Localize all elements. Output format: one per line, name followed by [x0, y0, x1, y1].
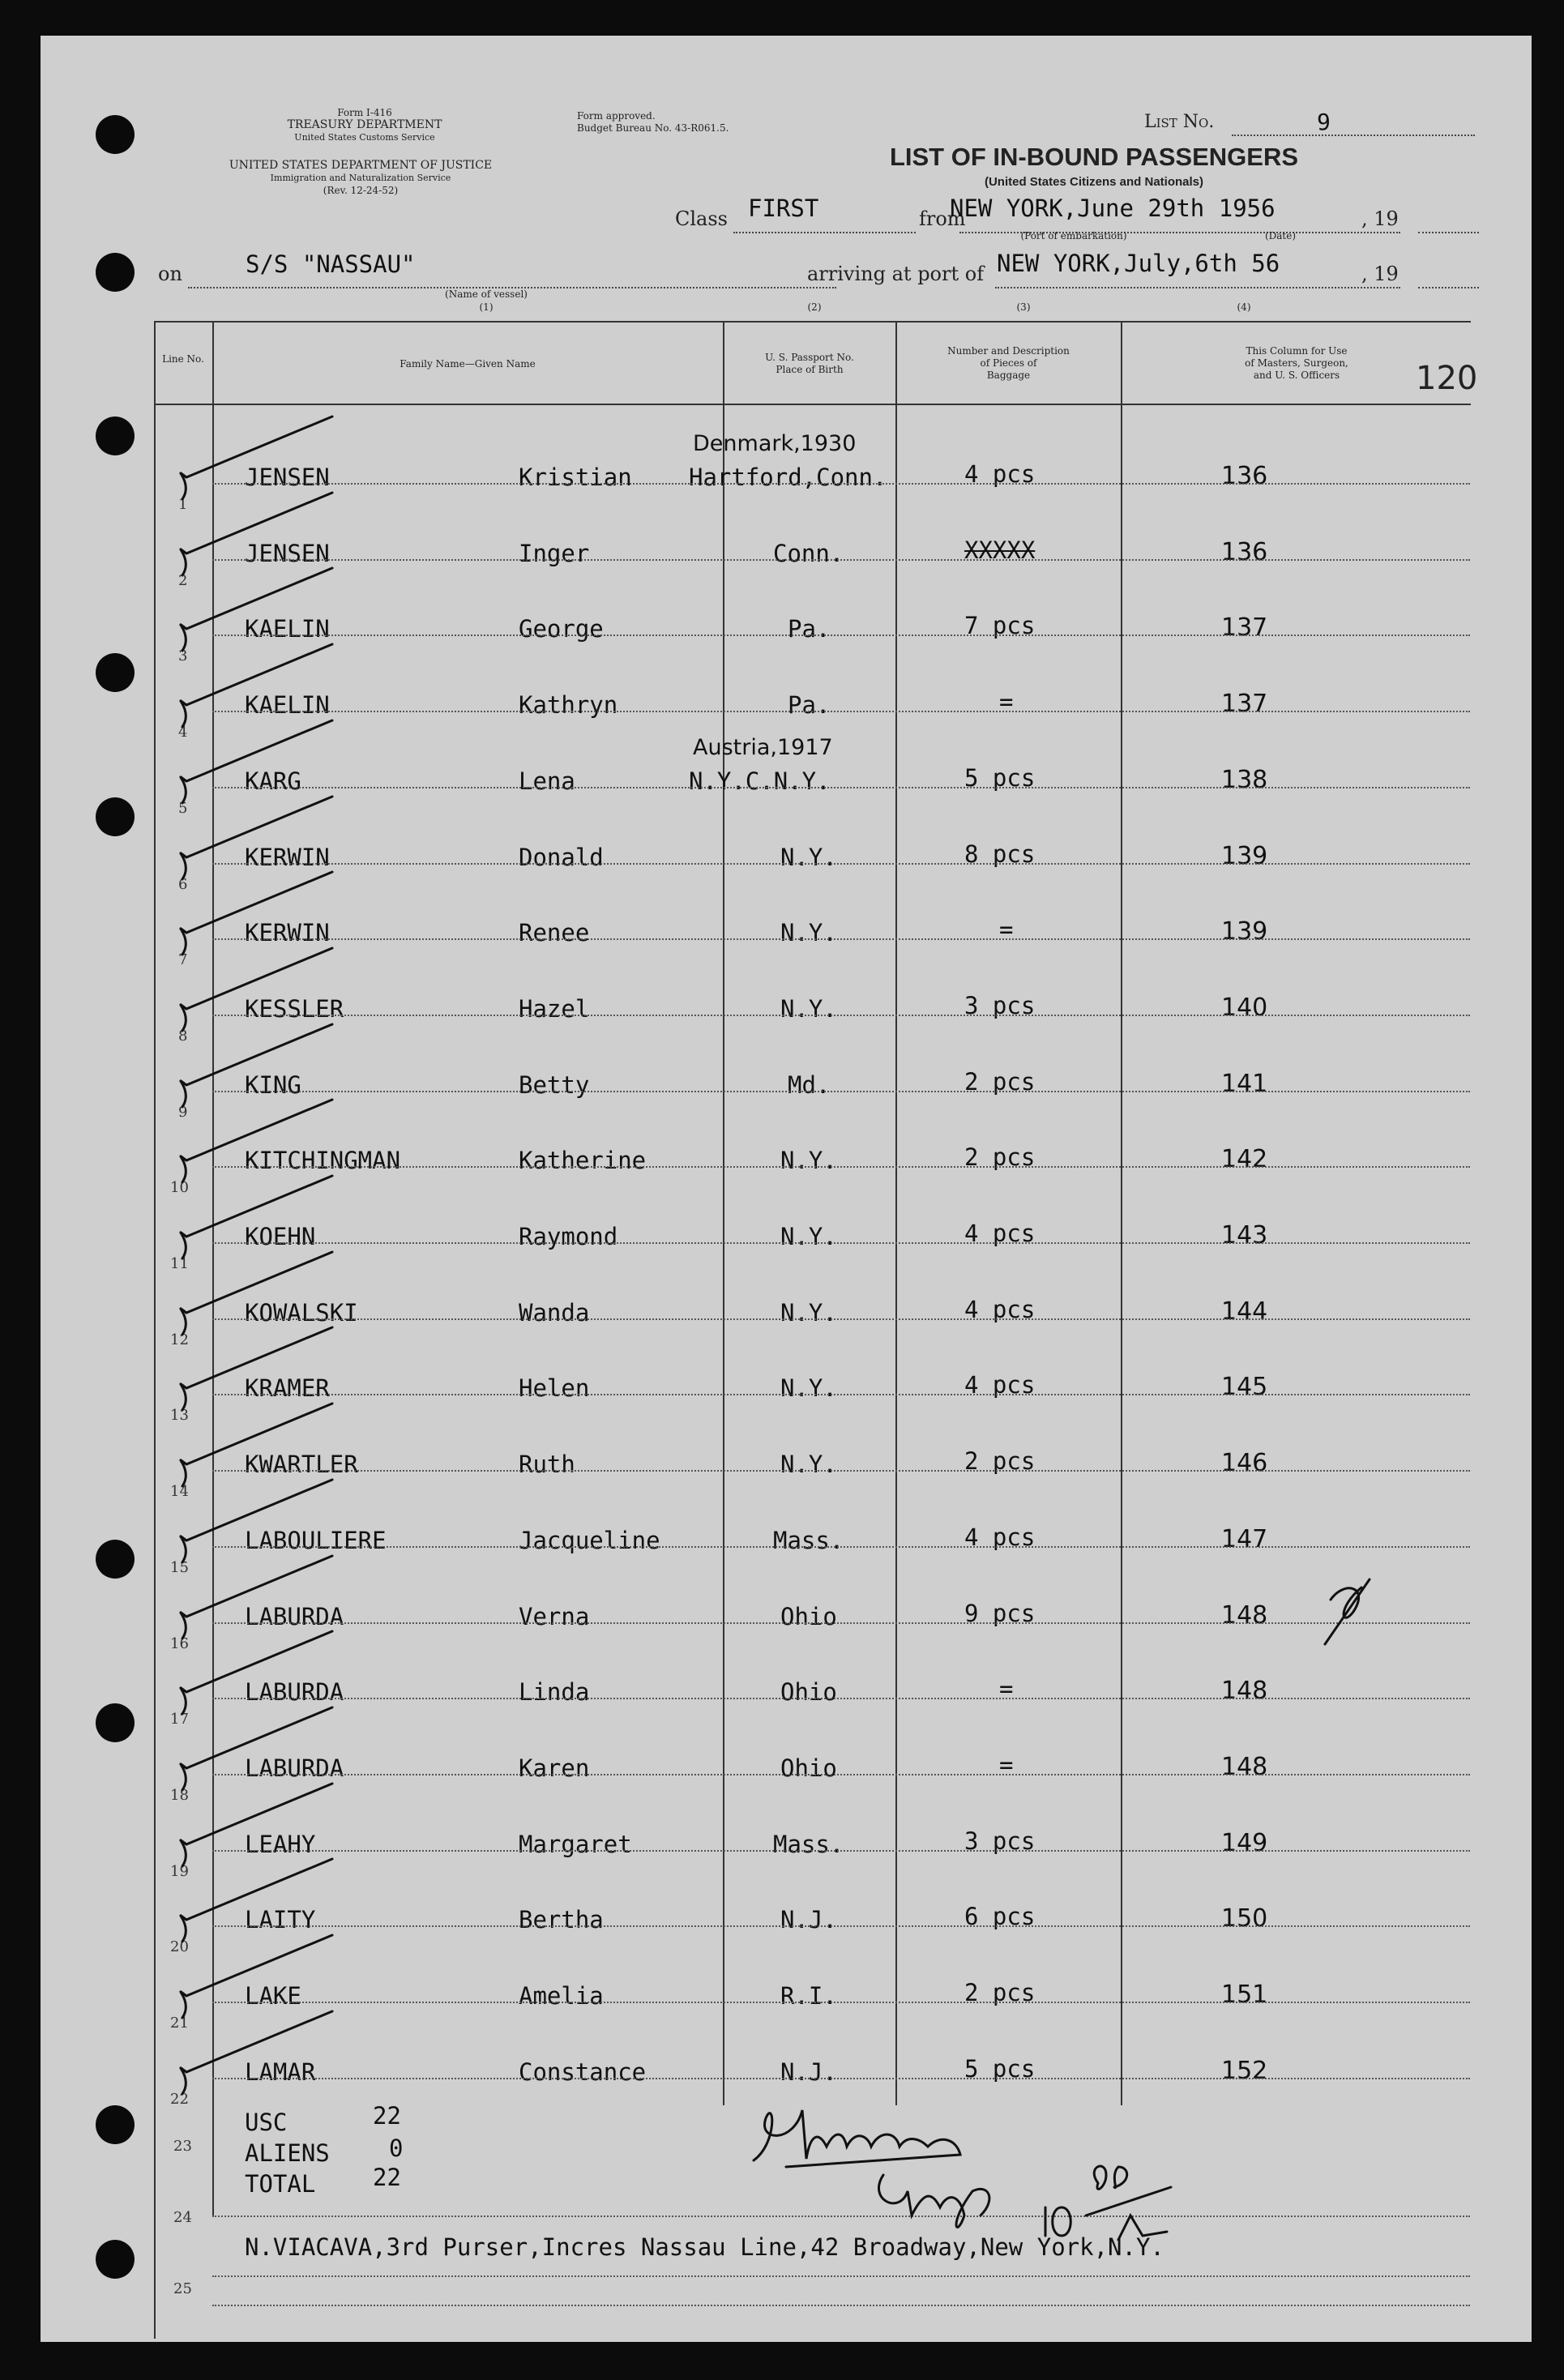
year-suffix: , 19 — [1361, 207, 1399, 230]
baggage: 9 pcs — [964, 1600, 1036, 1627]
baggage: 8 pcs — [964, 840, 1036, 868]
check-mark — [181, 417, 332, 499]
budget-bureau: Budget Bureau No. 43-R061.5. — [577, 122, 729, 134]
form-approved: Form approved. — [577, 110, 656, 122]
family-name: LABURDA — [245, 1603, 344, 1630]
place-of-birth: N.Y. — [780, 995, 837, 1023]
check-mark — [181, 644, 332, 727]
given-name: Ruth — [519, 1451, 575, 1478]
given-name: Constance — [519, 2058, 647, 2086]
family-name: KAELIN — [245, 691, 330, 719]
officer-number: 136 — [1221, 538, 1268, 566]
officer-number: 137 — [1221, 613, 1268, 642]
usc-count: 22 — [373, 2102, 401, 2130]
baggage: = — [999, 1751, 1014, 1779]
given-name: Lena — [519, 767, 575, 795]
page-number: 120 — [1416, 360, 1478, 397]
line-number: 15 — [170, 1559, 189, 1576]
line-number: 2 — [178, 572, 188, 589]
family-name: KITCHINGMAN — [245, 1147, 401, 1174]
family-name: KRAMER — [245, 1374, 330, 1402]
given-name: Kristian — [519, 464, 632, 491]
line-number: 4 — [178, 724, 188, 741]
officer-number: 138 — [1221, 766, 1268, 794]
col-header-officers: This Column for Use of Masters, Surgeon, and U. S. Officers — [1245, 345, 1348, 381]
baggage: 5 pcs — [964, 2055, 1036, 2083]
line-number: 19 — [170, 1863, 189, 1880]
officer-number: 141 — [1221, 1070, 1268, 1098]
baggage: 4 pcs — [964, 1371, 1036, 1399]
baggage: 3 pcs — [964, 992, 1036, 1019]
line-number: 3 — [178, 647, 188, 664]
aliens-label: ALIENS — [245, 2139, 330, 2167]
place-of-birth: Hartford,Conn. — [689, 464, 887, 491]
manifest-subtitle: (United States Citizens and Nationals) — [984, 175, 1204, 189]
given-name: Amelia — [519, 1982, 604, 2010]
handwritten-marks — [41, 36, 1532, 2342]
place-of-birth: Ohio — [780, 1754, 837, 1782]
place-of-birth: Pa. — [788, 615, 831, 643]
place-of-birth: Ohio — [780, 1678, 837, 1706]
baggage: 2 pcs — [964, 1979, 1036, 2006]
col-header-line-no: Line No. — [162, 353, 204, 365]
line-number: 14 — [170, 1483, 189, 1500]
family-name: KOWALSKI — [245, 1299, 358, 1327]
purser-line: N.VIACAVA,3rd Purser,Incres Nassau Line,42 Broadway,New York,N.Y. — [245, 2233, 1164, 2261]
check-mark — [181, 1252, 332, 1335]
place-of-birth: N.Y. — [780, 1223, 837, 1250]
line-number: 17 — [170, 1711, 189, 1728]
class-value: FIRST — [748, 194, 819, 222]
baggage: 4 pcs — [964, 1296, 1036, 1323]
given-name: Margaret — [519, 1831, 632, 1858]
class-label: Class — [675, 207, 728, 230]
place-of-birth: Pa. — [788, 691, 831, 719]
line-number: 6 — [178, 876, 188, 893]
arriving-value: NEW YORK,July,6th 56 — [997, 250, 1280, 277]
place-of-birth: R.I. — [780, 1982, 837, 2010]
place-of-birth: N.J. — [780, 1906, 837, 1933]
col4-marker: (4) — [1237, 301, 1251, 313]
baggage: 4 pcs — [964, 1523, 1036, 1551]
baggage: 3 pcs — [964, 1827, 1036, 1855]
given-name: Karen — [519, 1754, 590, 1782]
given-name: Hazel — [519, 995, 590, 1023]
manifest-title: LIST OF IN-BOUND PASSENGERS — [889, 143, 1299, 171]
officer-number: 136 — [1221, 462, 1268, 490]
officer-number: 150 — [1221, 1904, 1268, 1933]
check-mark — [181, 1100, 332, 1182]
check-mark — [181, 568, 332, 651]
on-label: on — [158, 263, 182, 285]
check-mark — [181, 1784, 332, 1866]
usc-label: USC — [245, 2109, 288, 2136]
family-name: KING — [245, 1071, 301, 1099]
place-of-birth: N.Y. — [780, 1374, 837, 1402]
officer-number: 148 — [1221, 1677, 1268, 1705]
line-number: 22 — [170, 2091, 189, 2108]
check-mark — [181, 948, 332, 1031]
line-number: 21 — [170, 2015, 189, 2032]
place-of-birth: N.Y. — [780, 1147, 837, 1174]
baggage: 6 pcs — [964, 1903, 1036, 1930]
date-caption: (Date) — [1264, 230, 1297, 241]
x-mark — [1325, 1579, 1370, 1644]
family-name: LEAHY — [245, 1831, 316, 1858]
family-name: LABURDA — [245, 1678, 344, 1706]
baggage: = — [999, 1675, 1014, 1703]
check-mark — [181, 1176, 332, 1258]
line-number: 23 — [173, 2138, 192, 2155]
place-of-birth: Conn. — [773, 540, 844, 567]
family-name: JENSEN — [245, 464, 330, 491]
family-name: KERWIN — [245, 844, 330, 871]
from-value: NEW YORK,June 29th 1956 — [950, 194, 1276, 222]
check-mark — [181, 872, 332, 955]
family-name: KERWIN — [245, 919, 330, 946]
place-of-birth: N.Y. — [780, 1299, 837, 1327]
given-name: Inger — [519, 540, 590, 567]
given-name: Jacqueline — [519, 1527, 660, 1554]
line-number: 12 — [170, 1331, 189, 1348]
family-name: LABOULIERE — [245, 1527, 387, 1554]
family-name: LABURDA — [245, 1754, 344, 1782]
line-number: 25 — [173, 2280, 192, 2297]
place-of-birth: N.Y.C.N.Y. — [689, 767, 831, 795]
check-mark — [181, 1480, 332, 1562]
check-mark — [181, 1024, 332, 1107]
from-label: from — [919, 207, 966, 230]
line-number: 9 — [178, 1104, 188, 1121]
form-number: Form I-416 — [337, 107, 392, 118]
check-mark — [181, 720, 332, 803]
line-number: 13 — [170, 1407, 189, 1424]
line-number: 18 — [170, 1787, 189, 1804]
family-name: KWARTLER — [245, 1451, 358, 1478]
baggage: 2 pcs — [964, 1447, 1036, 1475]
officer-number: 149 — [1221, 1829, 1268, 1857]
line-number: 16 — [170, 1635, 189, 1652]
officer-number: 148 — [1221, 1601, 1268, 1630]
baggage: 4 pcs — [964, 1220, 1036, 1247]
col-header-passport: U. S. Passport No. Place of Birth — [765, 352, 854, 375]
place-of-birth: Mass. — [773, 1831, 844, 1858]
given-name: Kathryn — [519, 691, 618, 719]
check-mark — [181, 1935, 332, 2018]
place-of-birth: Mass. — [773, 1527, 844, 1554]
check-mark — [181, 1707, 332, 1790]
family-name: LAKE — [245, 1982, 301, 2010]
family-name: KARG — [245, 767, 301, 795]
family-name: LAITY — [245, 1906, 316, 1933]
check-mark — [181, 2011, 332, 2094]
family-name: KESSLER — [245, 995, 344, 1023]
check-mark — [181, 1556, 332, 1639]
initials — [878, 2175, 989, 2227]
place-of-birth: Ohio — [780, 1603, 837, 1630]
treasury-label: TREASURY DEPARTMENT — [287, 118, 442, 131]
family-name: LAMAR — [245, 2058, 316, 2086]
baggage: = — [999, 916, 1014, 943]
col-header-name: Family Name—Given Name — [400, 358, 536, 370]
birth-country-year: Austria,1917 — [693, 735, 833, 760]
given-name: Helen — [519, 1374, 590, 1402]
officer-number: 139 — [1221, 842, 1268, 870]
line-number: 1 — [178, 496, 188, 513]
officer-number: 148 — [1221, 1753, 1268, 1781]
given-name: Verna — [519, 1603, 590, 1630]
birth-country-year: Denmark,1930 — [693, 431, 857, 456]
line-number: 10 — [170, 1179, 189, 1196]
baggage: 4 pcs — [964, 460, 1036, 488]
baggage: = — [999, 688, 1014, 716]
officer-number: 145 — [1221, 1373, 1268, 1401]
place-of-birth: N.Y. — [780, 919, 837, 946]
check-mark — [181, 1404, 332, 1486]
place-of-birth: N.Y. — [780, 844, 837, 871]
given-name: Linda — [519, 1678, 590, 1706]
justice-label: UNITED STATES DEPARTMENT OF JUSTICE — [229, 159, 493, 172]
officer-number: 151 — [1221, 1980, 1268, 2009]
col3-marker: (3) — [1016, 301, 1031, 313]
family-name: KAELIN — [245, 615, 330, 643]
place-of-birth: N.Y. — [780, 1451, 837, 1478]
officer-number: 142 — [1221, 1145, 1268, 1173]
baggage: 2 pcs — [964, 1143, 1036, 1171]
given-name: Donald — [519, 844, 604, 871]
place-of-birth: N.J. — [780, 2058, 837, 2086]
vessel-name: S/S "NASSAU" — [246, 250, 416, 278]
line-number: 11 — [170, 1255, 189, 1272]
officer-number: 140 — [1221, 993, 1268, 1022]
aliens-count: 0 — [389, 2134, 404, 2162]
customs-label: United States Customs Service — [294, 132, 435, 143]
baggage: XXXXX — [964, 536, 1036, 564]
manifest-sheet — [41, 36, 1532, 2342]
check-mark — [181, 1859, 332, 1942]
port-embark-caption: (Port of embarkation) — [1020, 230, 1127, 241]
baggage: 2 pcs — [964, 1068, 1036, 1096]
place-of-birth: Md. — [788, 1071, 831, 1099]
arriving-label: arriving at port of — [807, 263, 985, 285]
officer-number: 144 — [1221, 1297, 1268, 1326]
signature — [754, 2110, 960, 2167]
officer-number: 143 — [1221, 1221, 1268, 1250]
col2-marker: (2) — [807, 301, 822, 313]
check-mark — [181, 797, 332, 879]
vessel-col: (1) — [479, 301, 494, 313]
officer-number: 139 — [1221, 917, 1268, 946]
fraction-mark — [1045, 2166, 1171, 2240]
officer-number: 152 — [1221, 2057, 1268, 2085]
list-no-value: 9 — [1317, 109, 1331, 135]
family-name: JENSEN — [245, 540, 330, 567]
line-number: 8 — [178, 1028, 188, 1045]
family-name: KOEHN — [245, 1223, 316, 1250]
given-name: Renee — [519, 919, 590, 946]
line-number: 5 — [178, 800, 188, 817]
check-mark — [181, 1631, 332, 1714]
line-number: 24 — [173, 2209, 192, 2226]
vessel-caption: (Name of vessel) — [445, 288, 528, 300]
line-number: 20 — [170, 1938, 189, 1955]
given-name: Katherine — [519, 1147, 647, 1174]
line-number: 7 — [178, 951, 188, 968]
revision-label: (Rev. 12-24-52) — [323, 185, 399, 196]
list-no-label: List No. — [1144, 112, 1215, 132]
baggage: 7 pcs — [964, 612, 1036, 639]
given-name: George — [519, 615, 604, 643]
total-count: 22 — [373, 2164, 401, 2191]
officer-number: 137 — [1221, 690, 1268, 718]
check-mark — [181, 493, 332, 575]
col-header-baggage: Number and Description of Pieces of Baggage — [947, 345, 1070, 381]
check-mark — [181, 1327, 332, 1410]
baggage: 5 pcs — [964, 764, 1036, 792]
officer-number: 147 — [1221, 1525, 1268, 1553]
given-name: Raymond — [519, 1223, 618, 1250]
total-label: TOTAL — [245, 2170, 316, 2198]
year-suffix: , 19 — [1361, 263, 1399, 285]
given-name: Betty — [519, 1071, 590, 1099]
given-name: Bertha — [519, 1906, 604, 1933]
ins-label: Immigration and Naturalization Service — [270, 173, 451, 183]
officer-number: 146 — [1221, 1449, 1268, 1477]
given-name: Wanda — [519, 1299, 590, 1327]
